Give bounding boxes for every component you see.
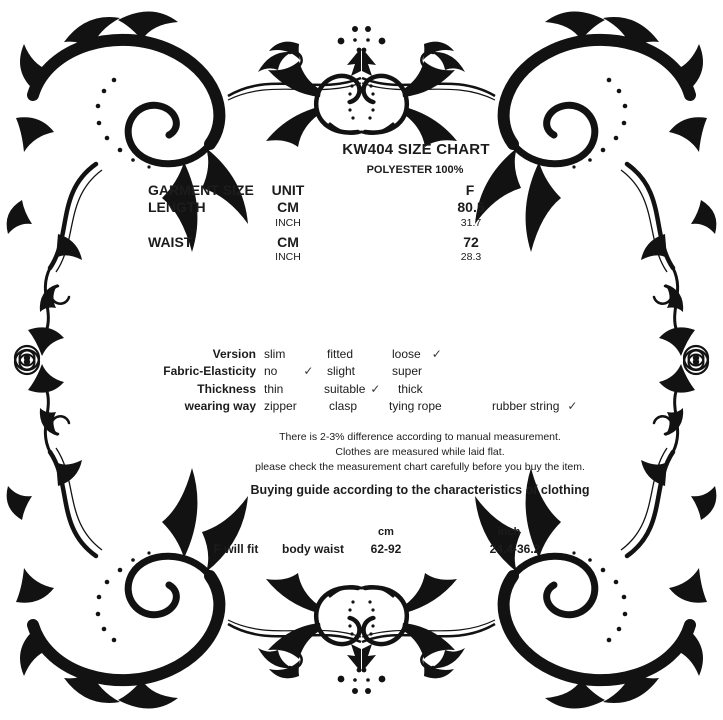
measurement-notes xyxy=(170,430,670,475)
row-label: WAIST xyxy=(148,234,193,250)
fit-size-label: F will fit xyxy=(213,542,259,556)
attribute-label: wearing way xyxy=(184,399,256,413)
row-unit: INCH xyxy=(275,251,301,263)
material-label: POLYESTER 100% xyxy=(366,164,464,176)
row-value: 72 xyxy=(463,234,479,250)
attribute-option: thick xyxy=(398,382,423,396)
check-icon: ✓ xyxy=(431,347,442,361)
size-table-header-garment: GARMENT SIZE xyxy=(148,182,254,198)
attribute-option-label: loose xyxy=(392,347,421,361)
attribute-option-selected xyxy=(392,347,442,361)
attribute-option-label: suitable xyxy=(324,382,366,396)
fit-inch-range: 24.4-36.2 xyxy=(489,542,541,556)
attribute-label: Version xyxy=(212,347,256,361)
fit-measure-label: body waist xyxy=(281,542,345,556)
attribute-option: slim xyxy=(264,347,286,361)
attribute-option-label: rubber string xyxy=(492,399,560,413)
row-value: 28.3 xyxy=(460,251,482,263)
check-icon: ✓ xyxy=(567,399,578,413)
fit-cm-range: 62-92 xyxy=(370,542,402,556)
size-table-header-unit: UNIT xyxy=(271,182,305,198)
size-table-header-size: F xyxy=(465,182,475,198)
buying-guide-title: Buying guide according to the characteristics of clothing xyxy=(250,483,590,497)
note-line: There is 2-3% difference according to manual measurement. xyxy=(279,431,561,443)
attribute-label: Fabric-Elasticity xyxy=(163,364,256,378)
attribute-option: slight xyxy=(327,364,356,378)
check-icon: ✓ xyxy=(303,364,314,378)
attribute-option-selected xyxy=(324,382,380,396)
attribute-option: super xyxy=(392,364,423,378)
attribute-option: tying rope xyxy=(389,399,442,413)
attribute-option: fitted xyxy=(327,347,354,361)
attribute-option: clasp xyxy=(329,399,358,413)
page-title: KW404 SIZE CHART xyxy=(342,141,490,158)
check-icon: ✓ xyxy=(370,382,381,396)
attribute-option-label: no xyxy=(264,364,278,378)
attribute-option-selected xyxy=(264,364,313,378)
row-unit: CM xyxy=(277,199,299,215)
row-value: 80.5 xyxy=(457,199,485,215)
row-unit: INCH xyxy=(275,217,301,229)
note-line: Clothes are measured while laid flat. xyxy=(335,446,505,458)
attribute-label: Thickness xyxy=(197,382,256,396)
fit-header-cm: cm xyxy=(378,526,394,538)
attribute-option: zipper xyxy=(264,399,297,413)
row-label: LENGTH xyxy=(148,199,206,215)
note-line: please check the measurement chart carefully before you buy the item. xyxy=(255,461,585,473)
attribute-option: thin xyxy=(264,382,284,396)
attribute-option-selected xyxy=(492,399,577,413)
row-unit: CM xyxy=(277,234,299,250)
row-value: 31.7 xyxy=(460,217,482,229)
fit-header-inch: inch xyxy=(497,526,521,538)
